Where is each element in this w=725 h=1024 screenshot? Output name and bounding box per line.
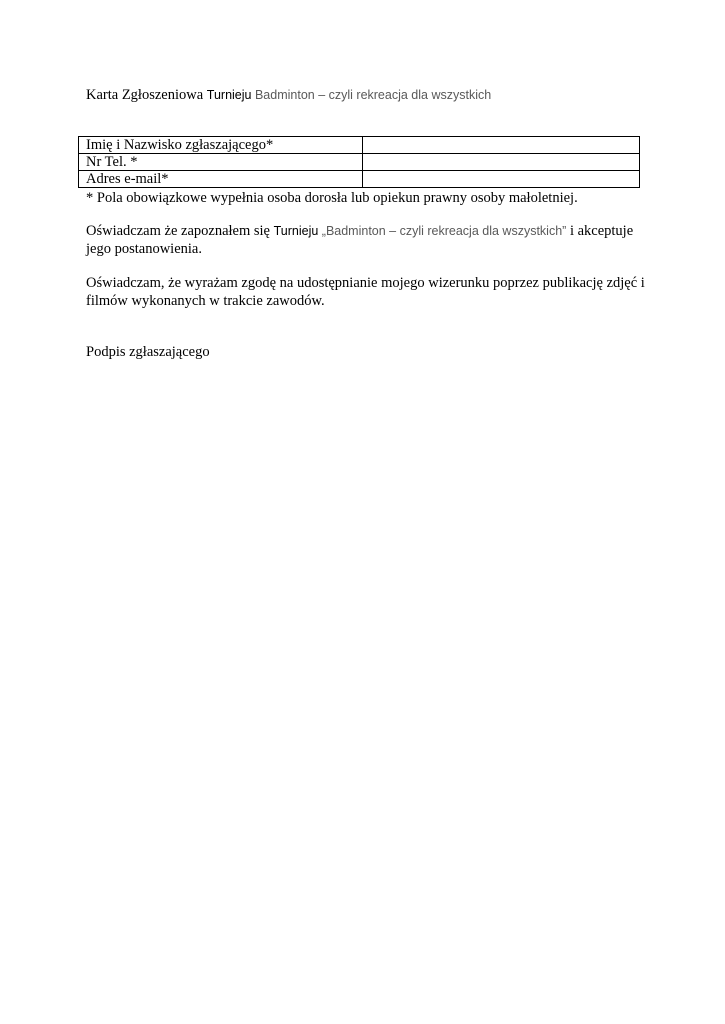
declaration-tournament-word: Turnieju bbox=[273, 224, 322, 238]
image-consent-declaration: Oświadczam, że wyrażam zgodę na udostępnianie mojego wizerunku poprzez publikację zdjęć i filmów wykonanych w trakcie zawodów. bbox=[86, 275, 645, 309]
email-label: Adres e-mail* bbox=[79, 171, 363, 188]
registration-form-table bbox=[78, 136, 640, 188]
full-name-label: Imię i Nazwisko zgłaszającego* bbox=[79, 137, 363, 154]
phone-label: Nr Tel. * bbox=[79, 154, 363, 171]
declaration-text-start: Oświadczam że zapoznałem się bbox=[86, 223, 274, 239]
table-row bbox=[79, 171, 640, 188]
title-tournament-name: Badminton – czyli rekreacja dla wszystkich bbox=[254, 88, 492, 102]
table-row bbox=[79, 154, 640, 171]
declaration-text-end: i akceptuje jego postanowienia. bbox=[86, 223, 634, 257]
table-row bbox=[79, 137, 640, 154]
email-field[interactable] bbox=[363, 171, 640, 188]
required-fields-footnote: * Pola obowiązkowe wypełnia osoba dorosła lub opiekun prawny osoby małoletniej. bbox=[86, 190, 578, 206]
title-tournament-word: Turnieju bbox=[206, 88, 255, 102]
full-name-field[interactable] bbox=[363, 137, 640, 154]
declaration-tournament-name: „Badminton – czyli rekreacja dla wszystkich” bbox=[321, 224, 567, 238]
phone-field[interactable] bbox=[363, 154, 640, 171]
document-title bbox=[86, 86, 491, 104]
signature-label: Podpis zgłaszającego bbox=[86, 344, 210, 360]
rules-acceptance-declaration bbox=[86, 222, 646, 258]
title-main: Karta Zgłoszeniowa bbox=[86, 87, 207, 103]
